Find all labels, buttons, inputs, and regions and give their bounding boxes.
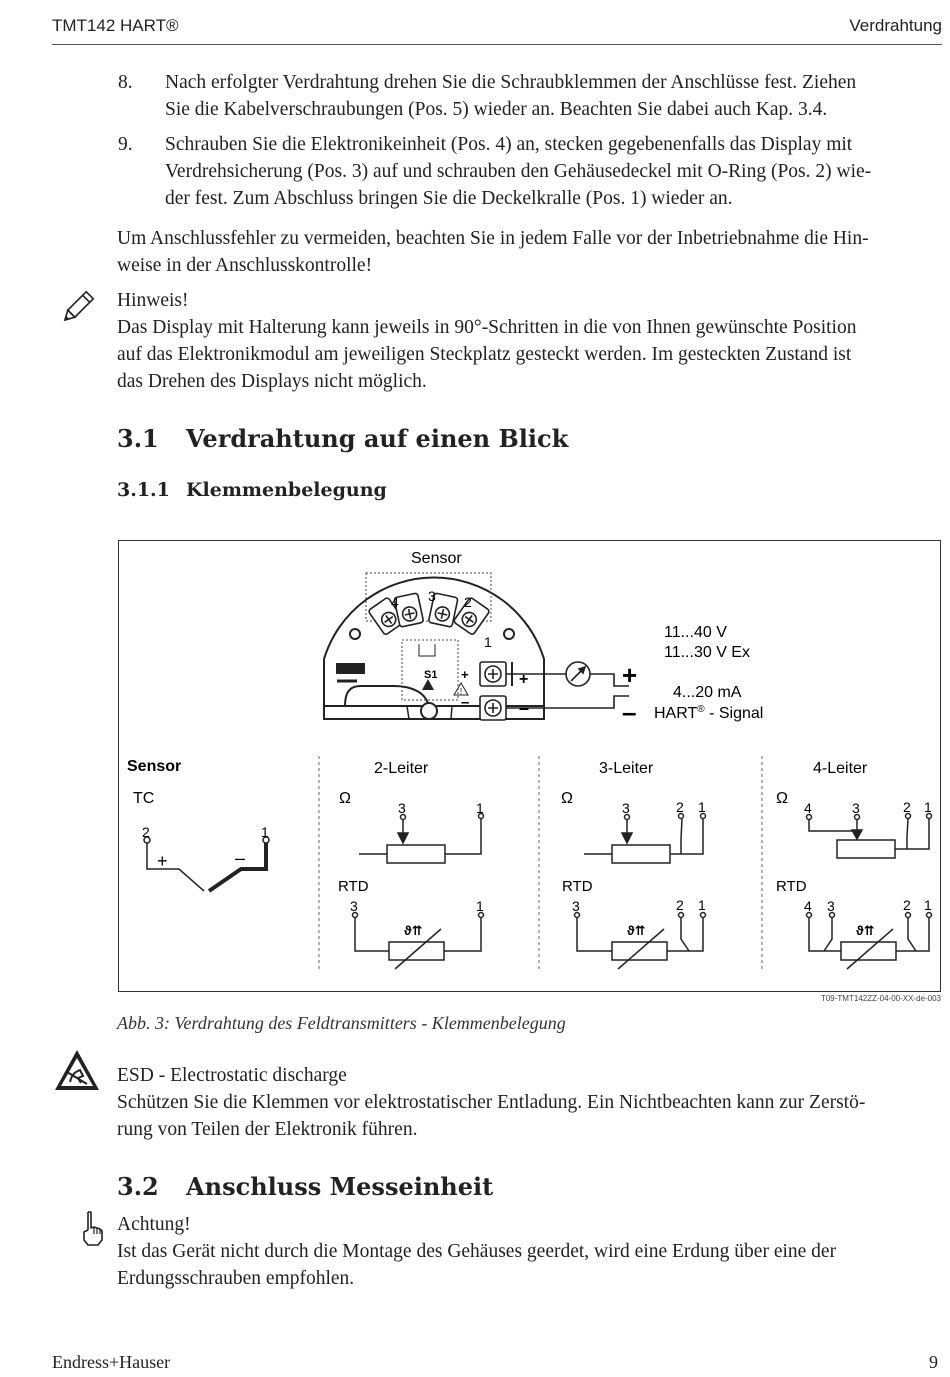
esd-line-1: Schützen Sie die Klemmen vor elektrostatischer Entladung. Ein Nichtbeachten kann zur Zerstö- [117, 1092, 866, 1113]
col-3-leiter: 3-Leiter [599, 760, 654, 777]
figure-sensor-label: Sensor [411, 550, 462, 567]
supply-voltage: 11...40 V [664, 624, 727, 641]
rtd-3w-label: RTD [562, 878, 593, 895]
figure-reference-code: T09-TMT142ZZ-04-00-XX-de-003 [820, 994, 941, 1003]
header-doc-title: TMT142 HART® [52, 16, 179, 35]
section-title: Anschluss Messeinheit [186, 1172, 494, 1201]
section-number: 3.2 [117, 1172, 159, 1201]
terminal-minus: – [519, 698, 530, 718]
rtd-3-wire [575, 913, 706, 970]
caution-line-1: Ist das Gerät nicht durch die Montage des Gehäuses geerdet, wird eine Erdung über eine der [117, 1241, 837, 1262]
rtd3-term-2: 2 [676, 897, 684, 913]
section-number: 3.1 [117, 424, 159, 453]
rtd3-term-3: 3 [572, 898, 580, 914]
rtd3-term-1: 1 [698, 897, 706, 913]
rtd4-term-1: 1 [924, 897, 932, 913]
inner-plus: + [461, 667, 469, 682]
svg-text:!: ! [459, 687, 463, 696]
step-number: 9. [118, 134, 133, 155]
warning-line-2: weise in der Anschlusskontrolle! [117, 255, 373, 276]
pointing-hand-icon [80, 1210, 106, 1248]
hart-signal: HART® - Signal [654, 704, 764, 722]
pot4-term-1: 1 [924, 799, 932, 815]
rtd3-theta: ϑ⇈ [627, 923, 646, 938]
warning-line-1: Um Anschlussfehler zu vermeiden, beachten Sie in jedem Falle vor der Inbetriebnahme die Hin- [117, 228, 869, 249]
page-number: 9 [929, 1352, 938, 1372]
rtd4-term-2: 2 [903, 897, 911, 913]
pot4-term-3: 3 [852, 800, 860, 816]
pot4-term-2: 2 [903, 799, 911, 815]
rtd4-term-3: 3 [827, 898, 835, 914]
inner-minus: – [461, 694, 470, 711]
pot-2-wire [359, 814, 484, 864]
esd-warning-icon [53, 1048, 101, 1092]
step-9-line-2: Verdrehsicherung (Pos. 3) auf und schrauben den Gehäusedeckel mit O-Ring (Pos. 2) wie- [165, 161, 872, 182]
terminal-plus: + [519, 671, 529, 688]
col-4-leiter: 4-Leiter [813, 760, 868, 777]
esd-title: ESD - Electrostatic discharge [117, 1065, 347, 1086]
tc-term-1: 1 [261, 824, 269, 840]
caution-title: Achtung! [117, 1214, 191, 1235]
rtd4-term-4: 4 [804, 898, 812, 914]
supply-minus: – [622, 697, 637, 727]
hint-line-3: das Drehen des Displays nicht möglich. [117, 371, 427, 392]
pot2-term-1: 1 [476, 800, 484, 816]
col-2-leiter: 2-Leiter [374, 760, 429, 777]
rtd2-term-3: 3 [350, 898, 358, 914]
rtd2-term-1: 1 [476, 898, 484, 914]
figure-caption: Abb. 3: Verdrahtung des Feldtransmitters - Klemmenbelegung [117, 1013, 566, 1033]
pot3-term-2: 2 [676, 799, 684, 815]
pot-3-wire [584, 814, 706, 864]
pot2-term-3: 3 [398, 800, 406, 816]
hint-title: Hinweis! [117, 290, 189, 311]
wiring-figure [118, 540, 941, 992]
rtd2-theta: ϑ⇈ [404, 923, 423, 938]
rtd-2-wire [353, 913, 484, 970]
omega-3w: Ω [561, 790, 573, 807]
pot3-term-1: 1 [698, 799, 706, 815]
rtd4-theta: ϑ⇈ [856, 923, 875, 938]
sensor-types-label: Sensor [127, 758, 182, 775]
step-9-line-1: Schrauben Sie die Elektronikeinheit (Pos. 4) an, stecken gegebenenfalls das Display mit [165, 134, 853, 155]
pencil-icon [57, 288, 97, 328]
hint-line-2: auf das Elektronikmodul am jeweiligen Steckplatz gesteckt werden. Im gesteckten Zustand ist [117, 344, 852, 365]
subsection-number: 3.1.1 [117, 479, 170, 501]
tc-label: TC [133, 790, 155, 807]
esd-line-2: rung von Teilen der Elektronik führen. [117, 1119, 418, 1140]
terminal-2-label: 2 [464, 594, 472, 610]
switch-s1-label: S1 [424, 669, 438, 681]
step-9-line-3: der fest. Zum Abschluss bringen Sie die Deckelkralle (Pos. 1) wieder an. [165, 188, 733, 209]
supply-plus: + [622, 660, 638, 690]
terminal-4-label: 4 [391, 594, 399, 610]
step-number: 8. [118, 72, 133, 93]
tc-term-2: 2 [142, 824, 150, 840]
step-8-line-2: Sie die Kabelverschraubungen (Pos. 5) wieder an. Beachten Sie dabei auch Kap. 3.4. [165, 99, 828, 120]
terminal-1-label: 1 [484, 634, 492, 650]
rtd-2w-label: RTD [338, 878, 369, 895]
tc-minus: – [235, 848, 246, 868]
omega-2w: Ω [339, 790, 351, 807]
current-signal: 4...20 mA [673, 684, 742, 701]
pot4-term-4: 4 [804, 800, 812, 816]
pot-4-wire [807, 814, 932, 859]
tc-plus: + [157, 851, 168, 871]
header-chapter: Verdrahtung [849, 16, 942, 35]
omega-4w: Ω [776, 790, 788, 807]
rtd-4w-label: RTD [776, 878, 807, 895]
header-rule [52, 44, 942, 45]
pot3-term-3: 3 [622, 800, 630, 816]
rtd-4-wire [807, 913, 932, 970]
supply-voltage-ex: 11...30 V Ex [664, 644, 750, 661]
section-title: Verdrahtung auf einen Blick [186, 424, 569, 453]
step-8-line-1: Nach erfolgter Verdrahtung drehen Sie die Schraubklemmen der Anschlüsse fest. Ziehen [165, 72, 857, 93]
column-dividers [319, 756, 762, 971]
caution-line-2: Erdungsschrauben empfohlen. [117, 1268, 355, 1289]
hint-line-1: Das Display mit Halterung kann jeweils in 90°-Schritten in die von Ihnen gewünschte Position [117, 317, 857, 338]
terminal-3-label: 3 [428, 588, 436, 604]
footer-company: Endress+Hauser [52, 1352, 171, 1372]
subsection-title: Klemmenbelegung [186, 479, 387, 501]
